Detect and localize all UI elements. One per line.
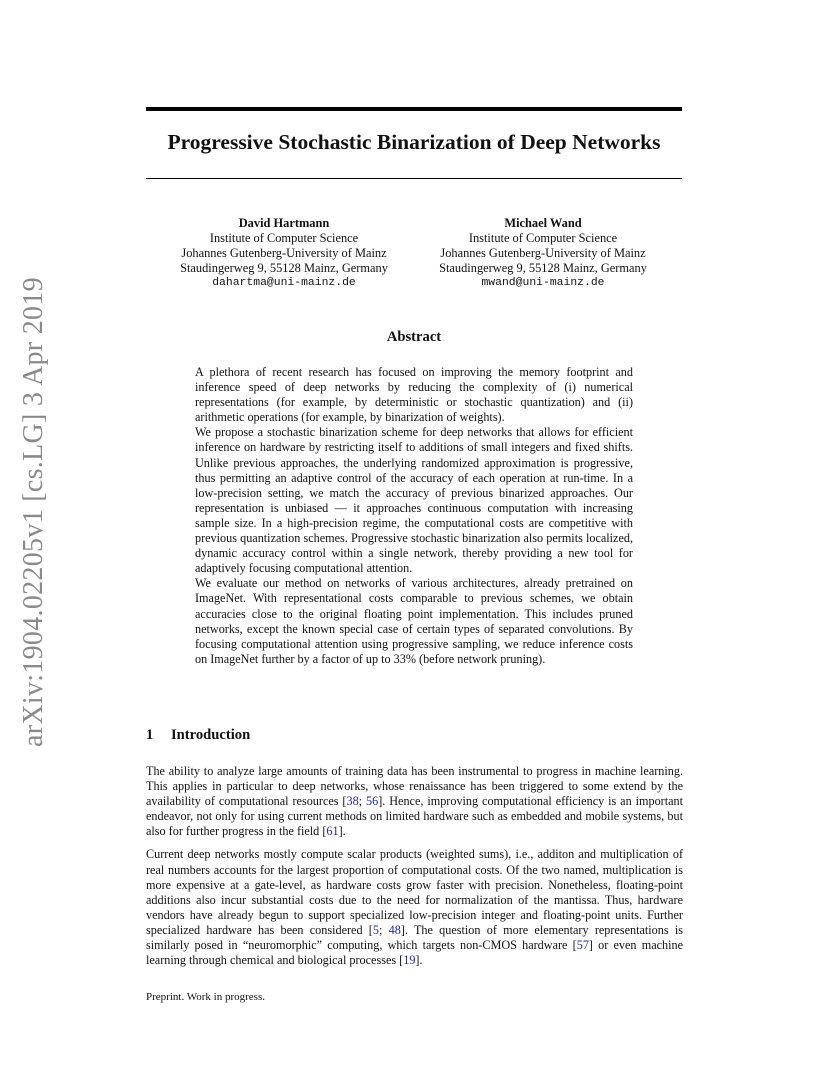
citation-link[interactable]: 56 [366,794,379,809]
author-institute: Institute of Computer Science [209,231,359,245]
author-name: David Hartmann [238,216,330,230]
author-email: mwand@uni-mainz.de [481,277,605,289]
body-text [146,764,683,976]
author-block [154,216,414,291]
citation-link[interactable]: 5 [372,922,379,937]
author-university: Johannes Gutenberg-University of Mainz [181,246,387,260]
citation-link[interactable]: 48 [388,922,401,937]
citation-link[interactable]: 38 [346,794,359,809]
author-address: Staudingerweg 9, 55128 Mainz, Germany [439,261,647,275]
author-block [413,216,673,291]
body-paragraph: Current deep networks mostly compute scalar products (weighted sums), i.e., additon and multiplication of real numbers accounts for the largest proportion of computational costs. Of the two named, multiplication is more expensive at a gate-level, as hardware costs grow faster with precision. Nonetheless, floating-point additions also incur substantial costs due to the need for normalization of the mantissa. Thus, hardware vendors have already begun to support specialized low-precision integer and floating-point units. Further specialized hardware has been considered [5; 48]. The question of more elementary representations is similarly posed in “neuromorphic” computing, which targets non-CMOS hardware [57] or even machine learning through chemical and biological processes [19]. [146,847,683,968]
paper-title: Progressive Stochastic Binarization of Deep Networks [167,130,661,154]
citation-link[interactable]: 61 [326,824,339,839]
citation-link[interactable]: 19 [403,953,416,968]
section-heading [146,727,250,744]
citation-link[interactable]: 57 [576,938,589,953]
author-name: Michael Wand [504,216,582,230]
author-university: Johannes Gutenberg-University of Mainz [440,246,646,260]
body-paragraph: The ability to analyze large amounts of training data has been instrumental to progress in machine learning. This applies in particular to deep networks, whose renaissance has been triggered to some extend by the availability of computational resources [38; 56]. Hence, improving computational efficiency is an important endeavor, not only for using current methods on limited hardware such as embedded and mobile systems, but also for further progress in the field [61]. [146,764,684,839]
author-address: Staudingerweg 9, 55128 Mainz, Germany [180,261,388,275]
abstract-paragraph: We evaluate our method on networks of various architectures, already pretrained on ImageNet. With representational costs comparable to previous schemes, we obtain accuracies close to the original floating point implementation. This includes pruned networks, except the known special case of certain types of separated convolutions. By focusing computational attention using progressive sampling, we reduce inference costs on ImageNet further by a factor of up to 33% (before network pruning). [195,576,633,666]
author-institute: Institute of Computer Science [468,231,618,245]
abstract-heading: Abstract [386,329,442,345]
arxiv-identifier: arXiv:1904.02205v1 [cs.LG] 3 Apr 2019 [18,277,49,747]
abstract-text [195,365,633,667]
footer-note: Preprint. Work in progress. [146,991,265,1003]
author-email: dahartma@uni-mainz.de [212,277,356,289]
section-title: Introduction [171,727,251,743]
title-top-rule [146,107,682,111]
abstract-paragraph: We propose a stochastic binarization scheme for deep networks that allows for efficient inference on hardware by restricting itself to additions of small integers and fixed shifts. Unlike previous approaches, the underlying randomized approximation is progressive, thus permitting an adaptive control of the accuracy of each operation at run-time. In a low-precision setting, we match the accuracy of previous binarized approaches. Our representation is unbiased — it approaches continuous computation with increasing sample size. In a high-precision regime, the computational costs are competitive with previous quantization schemes. Progressive stochastic binarization also permits localized, dynamic accuracy control within a single network, thereby providing a new tool for adaptively focusing computational attention. [195,425,633,576]
title-bottom-rule [146,178,682,179]
abstract-paragraph: A plethora of recent research has focused on improving the memory footprint and inference speed of deep networks by reducing the complexity of (i) numerical representations (for example, by deterministic or stochastic quantization) and (ii) arithmetic operations (for example, by binarization of weights). [195,365,633,425]
section-number: 1 [146,727,154,743]
